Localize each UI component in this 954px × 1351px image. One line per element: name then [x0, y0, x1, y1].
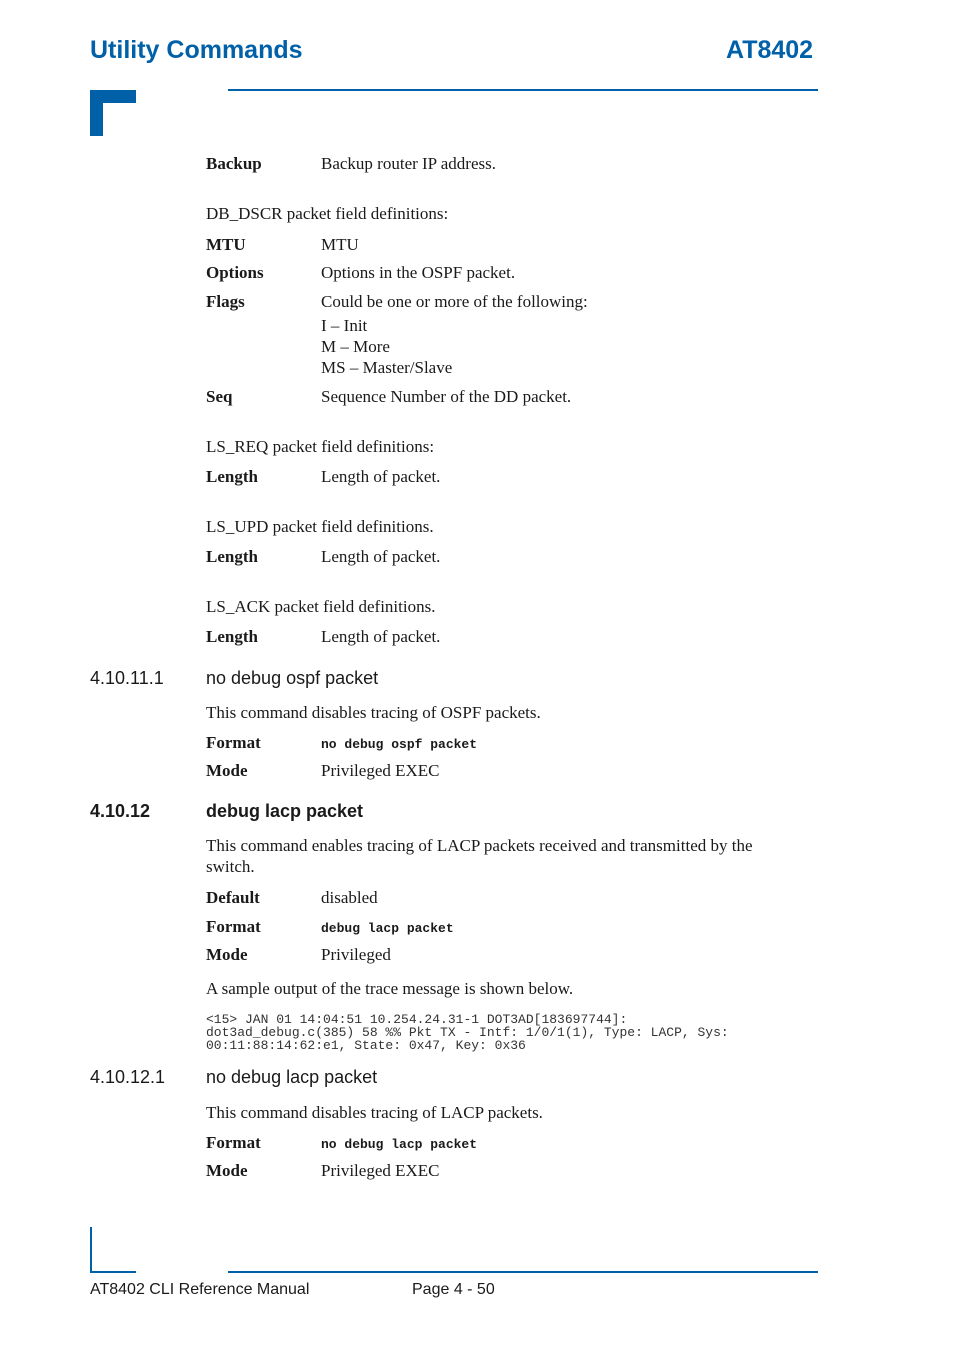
backup-term: Backup: [206, 154, 262, 173]
section-title: no debug ospf packet: [206, 668, 379, 688]
format-label: Format: [206, 917, 261, 936]
ls-ack-desc: Length of packet.: [321, 627, 441, 646]
format-command: no debug ospf packet: [321, 737, 478, 752]
section-number: 4.10.12.1: [90, 1067, 166, 1087]
ls-req-intro: LS_REQ packet field definitions:: [206, 437, 435, 456]
section-number: 4.10.12: [90, 801, 151, 821]
format-command: debug lacp packet: [321, 921, 454, 936]
default-value: disabled: [321, 888, 378, 907]
product-name: AT8402: [726, 36, 814, 64]
mtu-term: MTU: [206, 235, 246, 254]
format-command: no debug lacp packet: [321, 1137, 478, 1152]
sample-output-line: dot3ad_debug.c(385) 58 %% Pkt TX - Intf: 1/0/1(1), Type: LACP, Sys:: [206, 1025, 729, 1040]
section-desc: This command disables tracing of LACP packets.: [206, 1103, 543, 1122]
section-desc-line: switch.: [206, 857, 255, 876]
db-dscr-intro: DB_DSCR packet field definitions:: [206, 204, 449, 223]
header-rule: [228, 89, 818, 91]
footer-mark-horizontal: [90, 1271, 136, 1273]
ls-upd-desc: Length of packet.: [321, 547, 441, 566]
footer-mark-vertical: [90, 1227, 92, 1273]
format-label: Format: [206, 733, 261, 752]
flags-desc: Could be one or more of the following:: [321, 292, 588, 311]
seq-desc: Sequence Number of the DD packet.: [321, 387, 572, 406]
corner-mark-vertical: [90, 90, 103, 136]
ls-upd-term: Length: [206, 547, 258, 566]
section-desc: This command disables tracing of OSPF packets.: [206, 703, 541, 722]
options-term: Options: [206, 263, 264, 282]
sample-intro: A sample output of the trace message is shown below.: [206, 979, 574, 998]
seq-term: Seq: [206, 387, 233, 406]
footer-rule: [228, 1271, 818, 1273]
ls-req-term: Length: [206, 467, 258, 486]
options-desc: Options in the OSPF packet.: [321, 263, 516, 282]
mode-value: Privileged EXEC: [321, 761, 440, 780]
sample-output-line: <15> JAN 01 14:04:51 10.254.24.31-1 DOT3AD[183697744]:: [206, 1012, 628, 1027]
flags-item: MS – Master/Slave: [321, 358, 453, 377]
flags-item: I – Init: [321, 316, 368, 335]
mode-label: Mode: [206, 761, 248, 780]
section-title: no debug lacp packet: [206, 1067, 378, 1087]
flags-item: M – More: [321, 337, 390, 356]
mode-value: Privileged EXEC: [321, 1161, 440, 1180]
ls-req-desc: Length of packet.: [321, 467, 441, 486]
manual-title: AT8402 CLI Reference Manual: [90, 1281, 310, 1298]
mode-label: Mode: [206, 945, 248, 964]
default-label: Default: [206, 888, 260, 907]
flags-term: Flags: [206, 292, 245, 311]
section-number: 4.10.11.1: [90, 668, 164, 688]
sample-output-line: 00:11:88:14:62:e1, State: 0x47, Key: 0x36: [206, 1038, 526, 1053]
ls-ack-intro: LS_ACK packet field definitions.: [206, 597, 436, 616]
mode-value: Privileged: [321, 945, 391, 964]
ls-ack-term: Length: [206, 627, 258, 646]
section-title: debug lacp packet: [206, 801, 364, 821]
mtu-desc: MTU: [321, 235, 359, 254]
backup-desc: Backup router IP address.: [321, 154, 496, 173]
section-desc-line: This command enables tracing of LACP packets received and transmitted by the: [206, 836, 753, 855]
mode-label: Mode: [206, 1161, 248, 1180]
format-label: Format: [206, 1133, 261, 1152]
page-number: Page 4 - 50: [412, 1281, 495, 1298]
chapter-title: Utility Commands: [90, 36, 303, 64]
ls-upd-intro: LS_UPD packet field definitions.: [206, 517, 434, 536]
